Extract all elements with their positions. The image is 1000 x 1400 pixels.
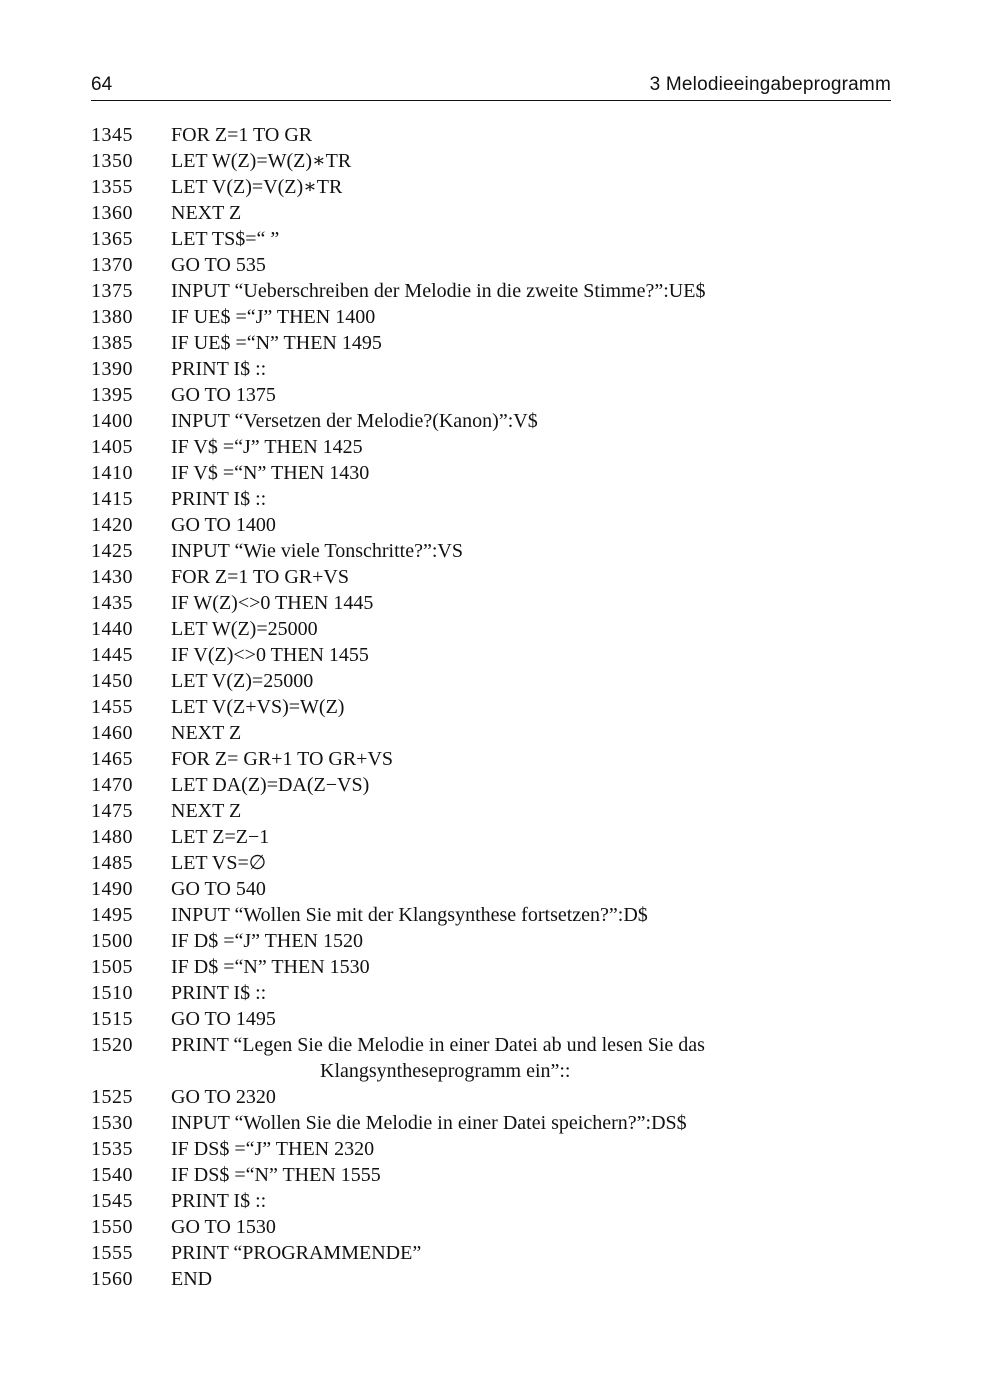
code-line bbox=[91, 148, 911, 174]
basic-program-listing bbox=[91, 122, 911, 1292]
line-number: 1555 bbox=[91, 1242, 133, 1264]
line-number: 1535 bbox=[91, 1138, 133, 1160]
code-line bbox=[91, 278, 911, 304]
line-number: 1455 bbox=[91, 696, 133, 718]
code-line bbox=[91, 1032, 911, 1058]
code-line bbox=[91, 642, 911, 668]
line-number: 1450 bbox=[91, 670, 133, 692]
code-line bbox=[91, 824, 911, 850]
line-number: 1505 bbox=[91, 956, 133, 978]
code-line bbox=[91, 460, 911, 486]
line-code: FOR Z=1 TO GR bbox=[171, 124, 313, 146]
code-line bbox=[91, 1084, 911, 1110]
line-number: 1380 bbox=[91, 306, 133, 328]
line-code: LET DA(Z)=DA(Z−VS) bbox=[171, 774, 370, 796]
line-number: 1365 bbox=[91, 228, 133, 250]
line-number: 1470 bbox=[91, 774, 133, 796]
code-line bbox=[91, 1214, 911, 1240]
code-line bbox=[91, 798, 911, 824]
code-line bbox=[91, 876, 911, 902]
page-number: 64 bbox=[91, 74, 113, 95]
code-line bbox=[91, 590, 911, 616]
line-code: IF W(Z)<>0 THEN 1445 bbox=[171, 592, 374, 614]
line-number: 1355 bbox=[91, 176, 133, 198]
line-number: 1485 bbox=[91, 852, 133, 874]
line-number: 1400 bbox=[91, 410, 133, 432]
line-number: 1460 bbox=[91, 722, 133, 744]
line-code: FOR Z=1 TO GR+VS bbox=[171, 566, 349, 588]
line-code: LET V(Z)=V(Z)∗TR bbox=[171, 176, 343, 198]
line-code: IF UE$ =“J” THEN 1400 bbox=[171, 306, 376, 328]
code-line bbox=[91, 1188, 911, 1214]
page-header bbox=[91, 70, 891, 101]
line-code: LET W(Z)=25000 bbox=[171, 618, 318, 640]
chapter-title: 3 Melodieeingabeprogramm bbox=[649, 74, 891, 95]
code-line bbox=[91, 512, 911, 538]
line-code: INPUT “Wollen Sie mit der Klangsynthese fortsetzen?”:D$ bbox=[171, 904, 648, 926]
code-line bbox=[91, 226, 911, 252]
line-code: GO TO 535 bbox=[171, 254, 266, 276]
code-line bbox=[91, 954, 911, 980]
line-number: 1445 bbox=[91, 644, 133, 666]
line-number: 1375 bbox=[91, 280, 133, 302]
line-code: GO TO 540 bbox=[171, 878, 266, 900]
line-number: 1390 bbox=[91, 358, 133, 380]
line-number: 1495 bbox=[91, 904, 133, 926]
line-number: 1370 bbox=[91, 254, 133, 276]
code-line-continuation bbox=[91, 1058, 911, 1084]
line-code: IF V$ =“N” THEN 1430 bbox=[171, 462, 370, 484]
line-number: 1440 bbox=[91, 618, 133, 640]
line-code: FOR Z= GR+1 TO GR+VS bbox=[171, 748, 394, 770]
line-number: 1520 bbox=[91, 1034, 133, 1056]
line-code: Klangsyntheseprogramm ein”:: bbox=[320, 1060, 571, 1082]
line-number: 1405 bbox=[91, 436, 133, 458]
code-line bbox=[91, 928, 911, 954]
line-code: LET V(Z)=25000 bbox=[171, 670, 314, 692]
line-code: GO TO 1530 bbox=[171, 1216, 276, 1238]
line-number: 1415 bbox=[91, 488, 133, 510]
code-line bbox=[91, 772, 911, 798]
code-line bbox=[91, 408, 911, 434]
line-code: PRINT I$ :: bbox=[171, 982, 267, 1004]
line-code: GO TO 1375 bbox=[171, 384, 276, 406]
code-line bbox=[91, 252, 911, 278]
line-code: PRINT I$ :: bbox=[171, 1190, 267, 1212]
code-line bbox=[91, 902, 911, 928]
line-code: LET VS=∅ bbox=[171, 852, 267, 874]
line-code: END bbox=[171, 1268, 213, 1290]
code-line bbox=[91, 486, 911, 512]
code-line bbox=[91, 1266, 911, 1292]
line-code: LET W(Z)=W(Z)∗TR bbox=[171, 150, 352, 172]
line-code: NEXT Z bbox=[171, 722, 242, 744]
line-code: GO TO 1495 bbox=[171, 1008, 276, 1030]
line-code: IF V$ =“J” THEN 1425 bbox=[171, 436, 363, 458]
line-number: 1435 bbox=[91, 592, 133, 614]
line-code: IF D$ =“J” THEN 1520 bbox=[171, 930, 364, 952]
line-code: LET V(Z+VS)=W(Z) bbox=[171, 696, 345, 718]
line-number: 1510 bbox=[91, 982, 133, 1004]
line-code: PRINT I$ :: bbox=[171, 488, 267, 510]
code-line bbox=[91, 720, 911, 746]
code-line bbox=[91, 304, 911, 330]
code-line bbox=[91, 668, 911, 694]
line-code: PRINT “PROGRAMMENDE” bbox=[171, 1242, 422, 1264]
code-line bbox=[91, 330, 911, 356]
line-code: INPUT “Versetzen der Melodie?(Kanon)”:V$ bbox=[171, 410, 538, 432]
line-code: IF D$ =“N” THEN 1530 bbox=[171, 956, 370, 978]
line-number: 1500 bbox=[91, 930, 133, 952]
line-code: NEXT Z bbox=[171, 800, 242, 822]
code-line bbox=[91, 1240, 911, 1266]
code-line bbox=[91, 1162, 911, 1188]
code-line bbox=[91, 434, 911, 460]
line-number: 1480 bbox=[91, 826, 133, 848]
code-line bbox=[91, 538, 911, 564]
line-number: 1425 bbox=[91, 540, 133, 562]
line-code: GO TO 2320 bbox=[171, 1086, 276, 1108]
line-number: 1560 bbox=[91, 1268, 133, 1290]
code-line bbox=[91, 1136, 911, 1162]
code-line bbox=[91, 122, 911, 148]
line-code: IF V(Z)<>0 THEN 1455 bbox=[171, 644, 369, 666]
code-line bbox=[91, 1006, 911, 1032]
line-number: 1490 bbox=[91, 878, 133, 900]
code-line bbox=[91, 616, 911, 642]
line-code: IF DS$ =“N” THEN 1555 bbox=[171, 1164, 381, 1186]
line-number: 1525 bbox=[91, 1086, 133, 1108]
line-number: 1550 bbox=[91, 1216, 133, 1238]
line-number: 1530 bbox=[91, 1112, 133, 1134]
line-code: IF UE$ =“N” THEN 1495 bbox=[171, 332, 382, 354]
line-code: PRINT I$ :: bbox=[171, 358, 267, 380]
line-number: 1350 bbox=[91, 150, 133, 172]
line-code: INPUT “Wollen Sie die Melodie in einer Datei speichern?”:DS$ bbox=[171, 1112, 687, 1134]
line-number: 1385 bbox=[91, 332, 133, 354]
line-number: 1345 bbox=[91, 124, 133, 146]
line-number: 1515 bbox=[91, 1008, 133, 1030]
line-number: 1420 bbox=[91, 514, 133, 536]
code-line bbox=[91, 694, 911, 720]
line-number: 1465 bbox=[91, 748, 133, 770]
code-line bbox=[91, 1110, 911, 1136]
line-number: 1360 bbox=[91, 202, 133, 224]
line-number: 1395 bbox=[91, 384, 133, 406]
line-number: 1410 bbox=[91, 462, 133, 484]
line-code: PRINT “Legen Sie die Melodie in einer Datei ab und lesen Sie das bbox=[171, 1034, 705, 1056]
line-number: 1430 bbox=[91, 566, 133, 588]
code-line bbox=[91, 564, 911, 590]
line-number: 1540 bbox=[91, 1164, 133, 1186]
line-code: INPUT “Wie viele Tonschritte?”:VS bbox=[171, 540, 463, 562]
line-code: NEXT Z bbox=[171, 202, 242, 224]
code-line bbox=[91, 174, 911, 200]
code-line bbox=[91, 356, 911, 382]
line-code: LET Z=Z−1 bbox=[171, 826, 270, 848]
code-line bbox=[91, 382, 911, 408]
code-line bbox=[91, 200, 911, 226]
line-code: LET TS$=“ ” bbox=[171, 228, 280, 250]
code-line bbox=[91, 850, 911, 876]
line-code: IF DS$ =“J” THEN 2320 bbox=[171, 1138, 375, 1160]
line-number: 1475 bbox=[91, 800, 133, 822]
line-number bbox=[91, 1058, 171, 1084]
code-line bbox=[91, 980, 911, 1006]
line-code: INPUT “Ueberschreiben der Melodie in die zweite Stimme?”:UE$ bbox=[171, 280, 706, 302]
line-number: 1545 bbox=[91, 1190, 133, 1212]
line-code: GO TO 1400 bbox=[171, 514, 276, 536]
code-line bbox=[91, 746, 911, 772]
